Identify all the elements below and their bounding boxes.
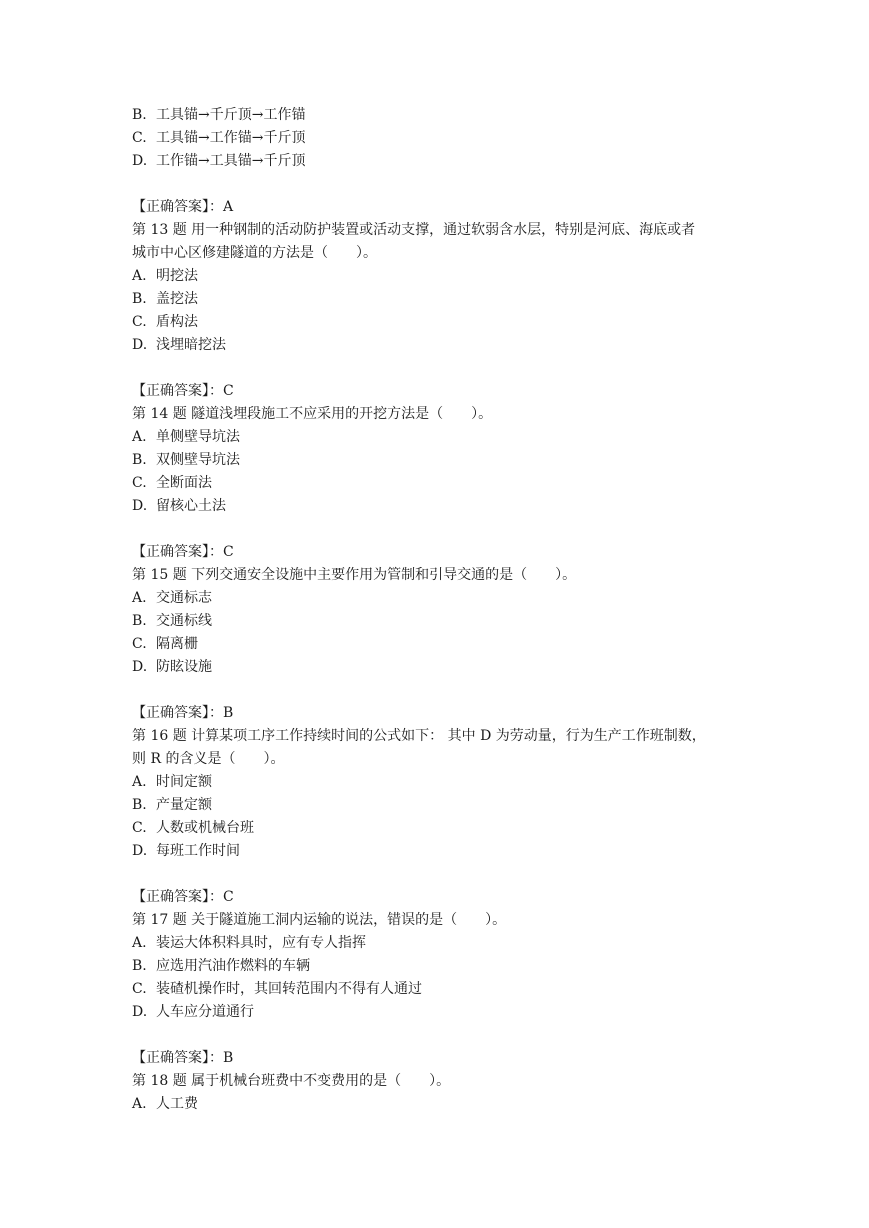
spacer: [132, 357, 742, 380]
question: [132, 219, 742, 265]
question: [132, 725, 742, 771]
option-key: D.: [132, 498, 148, 514]
option-key: C.: [132, 981, 147, 997]
option-key: B.: [132, 797, 147, 813]
option-text: 隔离栅: [156, 636, 198, 652]
answer-option: [132, 334, 742, 357]
option-text: 防眩设施: [156, 659, 212, 675]
option-key: C.: [132, 130, 147, 146]
option-text: 浅埋暗挖法: [156, 337, 226, 353]
option-text: 装运大体积料具时，应有专人指挥: [156, 935, 366, 951]
question: [132, 1070, 742, 1093]
option-text: 交通标志: [156, 590, 212, 606]
answer-option: [132, 932, 742, 955]
option-key: D.: [132, 843, 148, 859]
answer-option: [132, 794, 742, 817]
question-stem: 第 16 题 计算某项工序工作持续时间的公式如下： 其中 D 为劳动量，行为生产工作班制数，: [132, 728, 706, 744]
question-stem: 城市中心区修建隧道的方法是（ ）。: [132, 245, 377, 261]
correct-answer: 【正确答案】：B: [132, 705, 234, 721]
option-key: C.: [132, 314, 147, 330]
question: [132, 403, 742, 426]
answer-option: [132, 840, 742, 863]
answer-option: [132, 817, 742, 840]
answer-option: [132, 265, 742, 288]
question-stem: 第 14 题 隧道浅埋段施工不应采用的开挖方法是（ ）。: [132, 406, 493, 422]
option-key: B.: [132, 107, 147, 123]
question-stem: 第 15 题 下列交通安全设施中主要作用为管制和引导交通的是（ ）。: [132, 567, 577, 583]
correct-answer: 【正确答案】：C: [132, 544, 234, 560]
correct-answer: 【正确答案】：C: [132, 889, 234, 905]
spacer: [132, 1024, 742, 1047]
answer-option: [132, 449, 742, 472]
answer-option: [132, 311, 742, 334]
option-text: 工具锚→工作锚→千斤顶: [156, 130, 306, 146]
option-key: B.: [132, 958, 147, 974]
question-stem: 第 18 题 属于机械台班费中不变费用的是（ ）。: [132, 1073, 451, 1089]
answer-option: [132, 633, 742, 656]
answer-option: [132, 426, 742, 449]
option-key: B.: [132, 613, 147, 629]
option-key: C.: [132, 475, 147, 491]
option-text: 每班工作时间: [156, 843, 240, 859]
option-key: B.: [132, 291, 147, 307]
option-key: D.: [132, 1004, 148, 1020]
option-text: 单侧壁导坑法: [156, 429, 240, 445]
question: [132, 909, 742, 932]
option-key: C.: [132, 636, 147, 652]
option-text: 人数或机械台班: [156, 820, 254, 836]
option-text: 盾构法: [156, 314, 198, 330]
answer-option: [132, 955, 742, 978]
answer-option: [132, 978, 742, 1001]
document-page: [132, 104, 742, 1116]
option-text: 时间定额: [156, 774, 212, 790]
correct-answer: 【正确答案】：B: [132, 1050, 234, 1066]
option-text: 全断面法: [156, 475, 212, 491]
option-text: 人工费: [156, 1096, 198, 1112]
option-text: 留核心土法: [156, 498, 226, 514]
option-key: A.: [132, 774, 147, 790]
option-key: A.: [132, 268, 147, 284]
question-stem: 则 R 的含义是（ ）。: [132, 751, 285, 767]
option-text: 装碴机操作时，其回转范围内不得有人通过: [156, 981, 422, 997]
option-key: D.: [132, 153, 148, 169]
option-text: 产量定额: [156, 797, 212, 813]
question: [132, 564, 742, 587]
option-text: 双侧壁导坑法: [156, 452, 240, 468]
answer-option: [132, 656, 742, 679]
option-text: 工作锚→工具锚→千斤顶: [156, 153, 306, 169]
option-text: 人车应分道通行: [156, 1004, 254, 1020]
answer-option: [132, 1001, 742, 1024]
option-key: A.: [132, 1096, 147, 1112]
spacer: [132, 173, 742, 196]
answer-option: [132, 587, 742, 610]
option-text: 应选用汽油作燃料的车辆: [156, 958, 310, 974]
answer-option: [132, 127, 742, 150]
answer-option: [132, 150, 742, 173]
option-text: 盖挖法: [156, 291, 198, 307]
answer-option: [132, 472, 742, 495]
question-stem: 第 13 题 用一种钢制的活动防护装置或活动支撑，通过软弱含水层，特别是河底、海底或者: [132, 222, 696, 238]
option-key: D.: [132, 659, 148, 675]
document-content: [132, 104, 742, 1116]
answer-option: [132, 288, 742, 311]
option-text: 工具锚→千斤顶→工作锚: [156, 107, 306, 123]
correct-answer: 【正确答案】：C: [132, 383, 234, 399]
option-key: C.: [132, 820, 147, 836]
spacer: [132, 518, 742, 541]
option-key: D.: [132, 337, 148, 353]
answer-option: [132, 610, 742, 633]
option-key: A.: [132, 429, 147, 445]
spacer: [132, 863, 742, 886]
option-text: 明挖法: [156, 268, 198, 284]
answer-option: [132, 104, 742, 127]
answer-option: [132, 1093, 742, 1116]
option-key: A.: [132, 590, 147, 606]
spacer: [132, 679, 742, 702]
answer-option: [132, 495, 742, 518]
correct-answer: 【正确答案】：A: [132, 199, 234, 215]
option-key: B.: [132, 452, 147, 468]
option-text: 交通标线: [156, 613, 212, 629]
option-key: A.: [132, 935, 147, 951]
question-stem: 第 17 题 关于隧道施工洞内运输的说法，错误的是（ ）。: [132, 912, 507, 928]
answer-option: [132, 771, 742, 794]
